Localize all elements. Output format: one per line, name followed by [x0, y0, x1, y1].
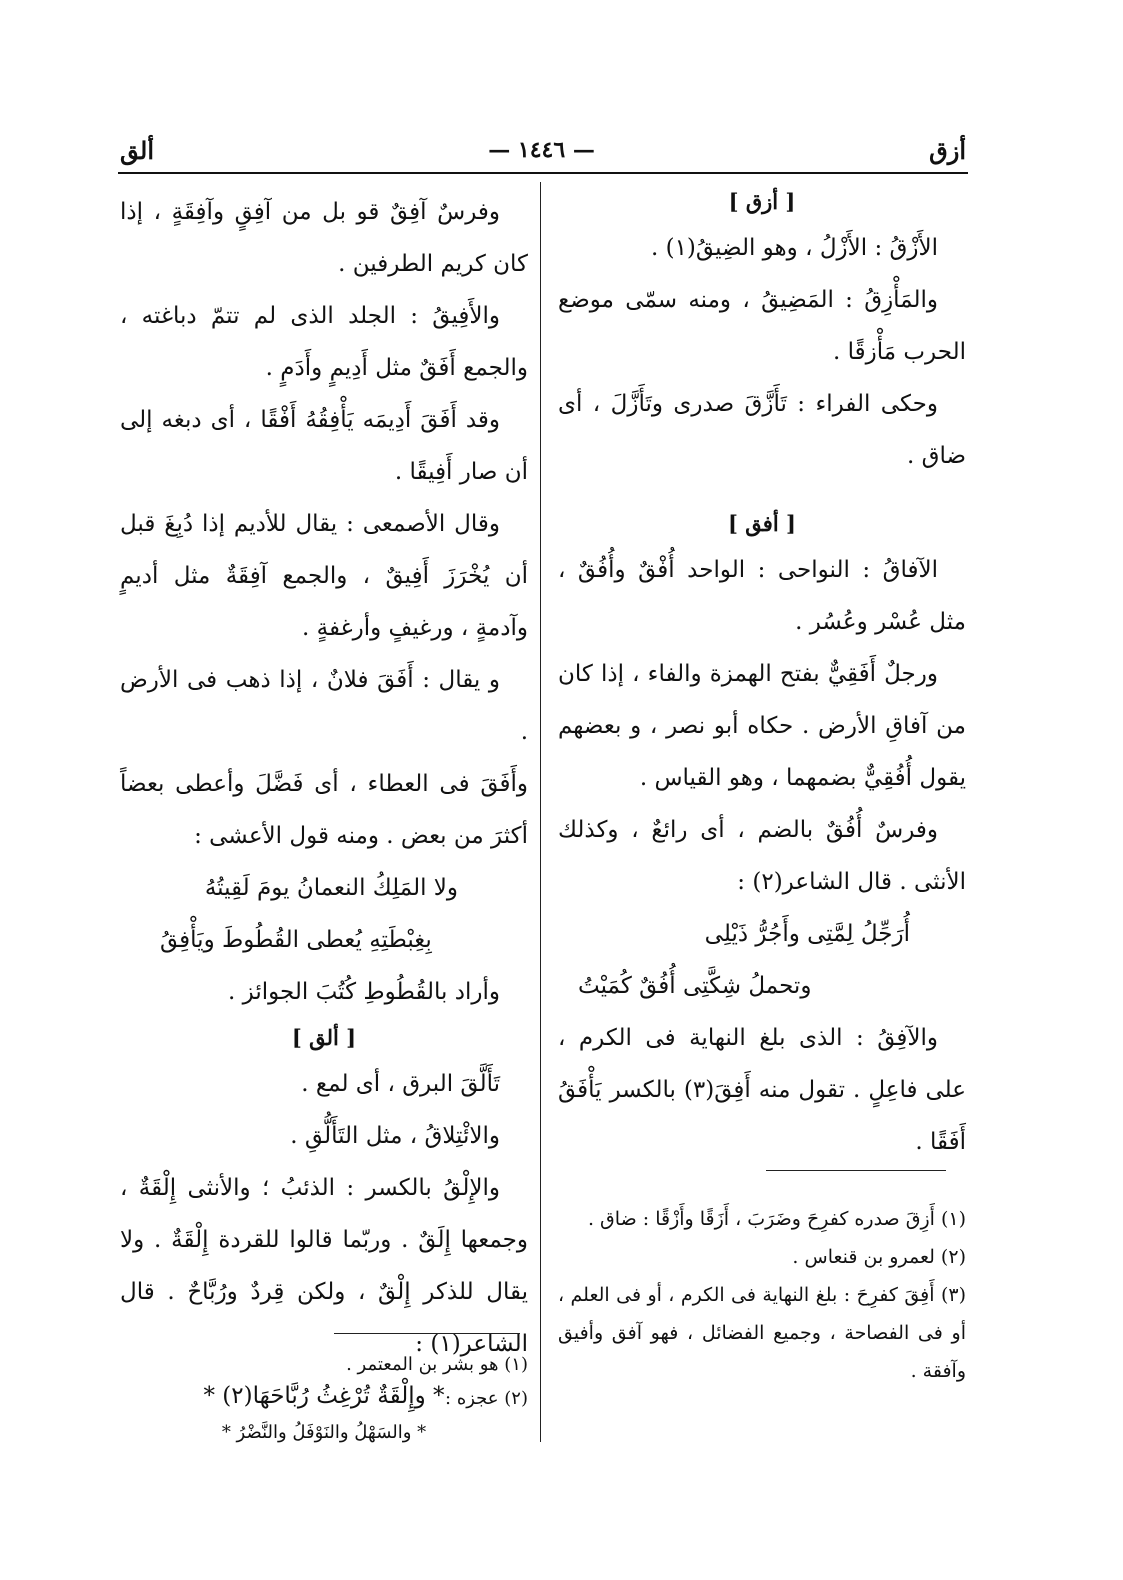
- paragraph: والمَأْزِقُ : المَضِيقُ ، ومنه سمّى موضع الحرب مَأْزقًا .: [558, 287, 966, 365]
- paragraph: وقال الأصمعى : يقال للأديم إذا دُبِغَ قبل أن يُخْرَزَ أَفِيقٌ ، والجمع آفِقَةٌ مثل أديمٍ وآدمةٍ ، ورغيفٍ وأرغفةٍ .: [120, 511, 528, 641]
- column-divider: [540, 182, 541, 1442]
- paragraph: والأَفِيقُ : الجلد الذى لم تتمّ دباغته ، والجمع أَفَقٌ مثل أَدِيمٍ وأَدَمٍ .: [120, 303, 528, 381]
- page-number: — ١٤٤٦ —: [488, 137, 595, 163]
- paragraph: وأراد بالقُطُوطِ كُتُبَ الجوائز .: [228, 979, 500, 1005]
- paragraph: والآفِقُ : الذى بلغ النهاية فى الكرم ، على فاعِلٍ . تقول منه أَفِقَ(٣) بالكسر يَأْفَقُ أَفَقًا .: [558, 1025, 967, 1155]
- verse-line: وتحملُ شِكَّتِى أُفُقٌ كُمَيْتُ: [578, 973, 812, 999]
- paragraph: وفرسٌ آفِقٌ قو بل من آفِقٍ وآفِقَةٍ ، إذا كان كريم الطرفين .: [120, 199, 528, 277]
- header-right-entry: أزق: [929, 135, 966, 165]
- paragraph: والإِلْقُ بالكسر : الذئبُ ؛ والأنثى إِلْقَةٌ ، وجمعها إِلَقٌ . وربّما قالوا للقردة إِلْقَةٌ . ولا يقال للذكر إِلْقٌ ، ولكن قِردٌ ورُبَّاحٌ . قال الشاعر(١) :: [120, 1175, 528, 1357]
- paragraph: وقد أَفَقَ أَدِيمَه يَأْفِقُهُ أَفْقًا ، أى دبغه إلى أن صار أَفِيقًا .: [120, 407, 528, 485]
- verse-line: أُرَجِّلُ لِمَّتِى وأَجُرُّ ذَيْلِى: [704, 921, 910, 947]
- footnote-rule: [334, 1333, 520, 1334]
- paragraph: وأَفَقَ فى العطاء ، أى فَضَّلَ وأعطى بعضاً أكثرَ من بعض . ومنه قول الأعشى :: [120, 771, 528, 849]
- paragraph: الأَزْقُ : الأَزْلُ ، وهو الضِيقُ(١) .: [650, 235, 938, 261]
- footnote: (٣) أَفِقَ كفرِحَ : بلغ النهاية فى الكرم ، أو فى العلم ، أو فى الفصاحة ، وجميع الفضائل ، فهو آفق وأفيق وآفقة .: [558, 1284, 966, 1382]
- page-header: [120, 130, 966, 170]
- footnote: (٢) عجزه :: [445, 1388, 528, 1409]
- left-footnotes: [120, 1348, 528, 1450]
- entry-heading-azq: [ أزق ]: [728, 189, 796, 214]
- right-footnotes: [558, 1200, 966, 1390]
- header-rule: [118, 172, 968, 174]
- footnote: (١) هو بشر بن المعتمر .: [346, 1354, 528, 1375]
- paragraph: وفرسٌ أُفُقٌ بالضم ، أى رائعٌ ، وكذلك الأنثى . قال الشاعر(٢) :: [558, 817, 966, 895]
- header-left-entry: ألق: [120, 135, 154, 165]
- paragraph: تَأَلَّقَ البرق ، أى لمع .: [301, 1071, 500, 1097]
- paragraph: وحكى الفراء : تَأَزَّقَ صدرى وتَأَزَّلَ ، أى ضاق .: [558, 391, 966, 469]
- left-column: [120, 186, 528, 1422]
- verse-line: ولا المَلِكُ النعمانُ يومَ لَقِيتُهُ: [204, 875, 458, 901]
- paragraph: والائْتِلاقُ ، مثل التَأَلُّقِ .: [290, 1123, 500, 1149]
- right-column: [558, 182, 966, 1168]
- paragraph: الآفاقُ : النواحى : الواحد أُفْقٌ وأُفُقٌ ، مثل عُسْر وعُسُر .: [558, 557, 966, 635]
- footnote-verse: * والسَهْلُ والنَوْفَلُ والنَّضْرُ *: [221, 1422, 427, 1443]
- entry-heading-afq: [ أفق ]: [728, 511, 796, 536]
- footnote: (٢) لعمرو بن قنعاس .: [792, 1246, 966, 1268]
- entry-heading-alq: [ ألق ]: [291, 1025, 357, 1050]
- footnote-rule: [766, 1170, 946, 1171]
- verse-line: بِغِبْطَتِهِ يُعطى القُطُوطَ ويَأْفِقُ: [160, 927, 432, 953]
- paragraph: ورجلٌ أَفَقِيٌّ بفتح الهمزة والفاء ، إذا كان من آفاقِ الأرض . حكاه أبو نصر ، و بعضهم يقول أُفُقِيٌّ بضمهما ، وهو القياس .: [558, 661, 966, 791]
- footnote: (١) أَزِقَ صدره كفرِحَ وضَرَبَ ، أَزَقًا وأَزْقًا : ضاق .: [587, 1208, 966, 1230]
- verse-line: * وإِلْقَةٌ تُرْغِثُ رُبَّاحَهَا(٢) *: [203, 1383, 445, 1409]
- paragraph: و يقال : أَفَقَ فلانٌ ، إذا ذهب فى الأرض .: [120, 667, 528, 745]
